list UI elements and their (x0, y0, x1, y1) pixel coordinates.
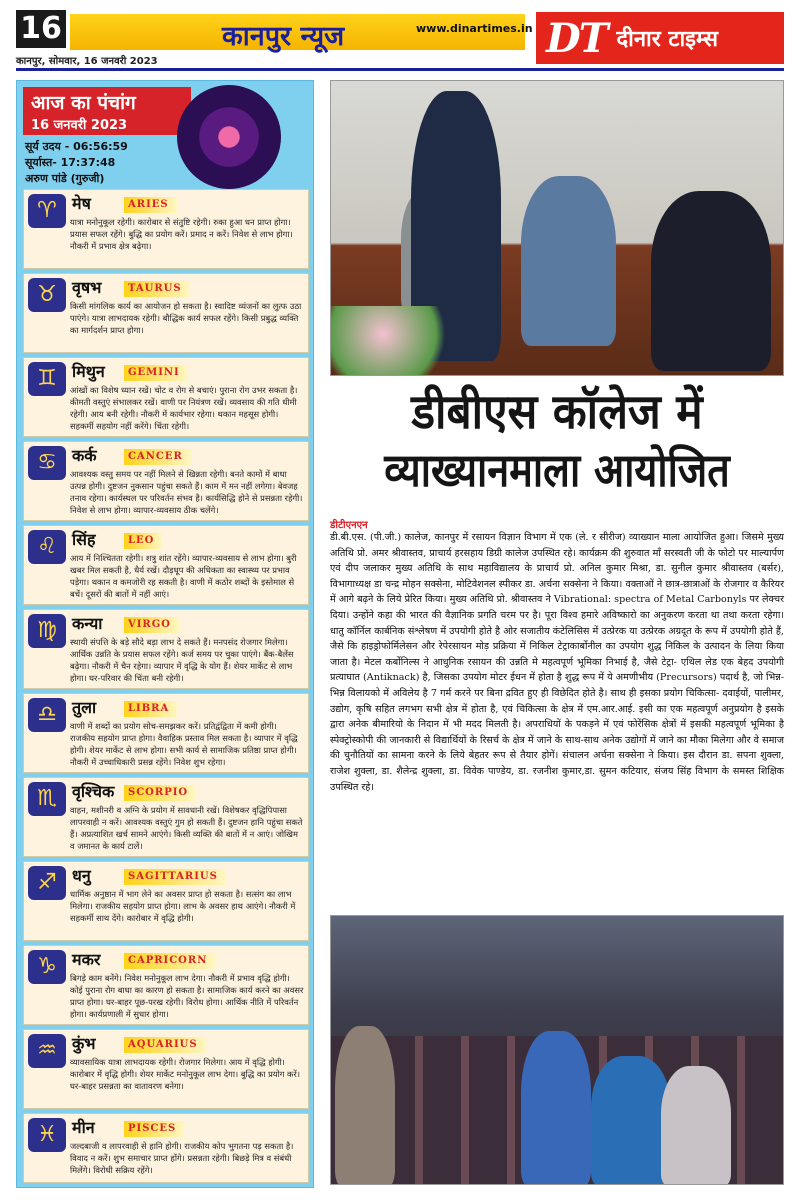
sign-prediction: धार्मिक अनुष्ठान में भाग लेने का अवसर प्राप्त हो सकता है। सत्संग का लाभ मिलेगा। राजकीय सहयोग प्राप्त होगा। लाभ के अवसर हाथ आएंगे। नौकरी में सहकर्मी साथ देंगे। कारोबार में वृद्धि होगी। (70, 889, 296, 923)
horoscope-libra (23, 693, 309, 773)
sign-prediction: जल्दबाजी व लापरवाही से हानि होगी। राजकीय कोप भुगतना पड़ सकता है। विवाद न करें। शुभ समाचार प्राप्त होंगे। प्रसन्नता रहेगी। बिछड़े मित्र व संबंधी मिलेंगे। विरोधी सक्रिय रहेंगे। (70, 1141, 294, 1175)
flower-decoration (331, 306, 461, 376)
sign-name-english: VIRGO (124, 617, 179, 633)
cancer-icon: ♋ (28, 446, 66, 480)
article-body: डी.बी.एस. (पी.जी.) कालेज, कानपुर में रसायन विज्ञान विभाग में एक (ले. र सीरीज) व्याख्यान माला आयोजित हुआ। जिसमे मुख्य अतिथि प्रो. अमर श्रीवास्तव, प्राचार्य हरसहाय डिग्री कालेज उपस्थित रहे। कार्यक्रम की शुरुवात माँ सरस्वती जी के फोटो पर माल्यार्पण एवं दीप जलाकर मुख्य अतिथि के साथ महाविद्यालय के प्राचार्य प्रो. अनिल कुमार मिश्रा, डा. सुनील कुमार श्रीवास्तव (बर्सर), विभागाध्यक्ष डा चन्द्र मोहन सक्सेना, मोटिवेशनल स्पीकर डा. अर्चना सक्सेना ने किया। वक्ताओं ने छात्र-छात्राओं के रोजगार व कैरियर में आगे बढ़ने के लिये प्रेरित किया। मुख्य अतिथि प्रो. श्रीवास्तव ने Vibrational: spectra of Metal Carbonyls पर लेक्चर दिया। उन्होंने कहा की भारत की वैज्ञानिक प्रगति चरम पर है। पूरा विश्व हमारे अविष्कारो का अनुकरण करता था तथा करता रहेगा। धातु कॉर्निल कार्बनिक संश्लेषण में उपयोगी होते है ओर सजातीय कंटेलिसिस में उत्प्रेरक या उत्प्रेरक अग्रदूत के रूप में उपयोगी होते हैं, जैसे कि हाइड्रोफोर्मिलेसन और रेपेरसायन मोड़ प्रक्रिया में निकिल टेट्राकार्बोनील का उपयोग शुद्ध निकिल के उत्पादन के लिया किया जाता है। मेटल कर्बोनिल्स ने आधुनिक रसायन की उन्नति मे महत्वपूर्ण भूमिका निभाई है, जैसे टेट्रा- एथिल लेड एक बेहद उपयोगी प्रत्याघात (Antiknack) है, जिसका उपयोग मोटर ईधन में होता है शुद्ध रूप में ये अमणीभीय (Precursors) पदार्थ है, जो भिन्न-भिन्न विलायको में अविलेय है 7 गर्म करने पर बिना द्रवित हुए ही विछेदित होते है। साथ ही इसका प्रयोग चिकित्सा- दवाईयों, पालीमर, उद्योग, कृषि सहित लगभग सभी क्षेत्र में होता है, एवं चिकित्सा के क्षेत्र में एम.आर.आई. इसी का एक महत्वपूर्ण अनुप्रयोग है इसके द्वारा अनेक बीमारियो के निदान में भी मदद मिलती है। अपराधियों के पकड़ने में एवं फोरेंसिक क्षेत्रों में इसकी महत्वपूर्ण भूमिका है स्पेक्ट्रोस्कोपी की जानकारी से विद्यार्थियों के रिसर्च के क्षेत्र में जाने के साथ-साथ अनेक उद्योगों में जाने का मौका मिलेगा और वे समाज की चुनौतियों का सामना करने के लिये बेहतर रूप से तैयार होगें। संचालन अर्चना सक्सेना ने किया। इस दौरान डा. सपना शुक्ला, राजेश शुक्ला, डा. शैलेन्द्र शुक्ला, डा. विवेक पाण्डेय, डा. रजनीश कुमार,डा. सुमन कटियार, संजय सिंह विभाग के समस्त शिक्षिक उपस्थित रहे। (330, 532, 784, 793)
panchang-date: 16 जनवरी 2023 (31, 118, 128, 133)
panchang-header (23, 87, 191, 135)
horoscope-taurus (23, 273, 309, 353)
sign-prediction: आंखों का विशेष ध्यान रखें। चोट व रोग से बचाएं। पुराना रोग उभर सकता है। कीमती वस्तुएं संभालकर रखें। वाणी पर नियंत्रण रखें। व्यवसाय की गति धीमी रहेगी। आय बनी रहेगी। नौकरी में कार्यभार रहेगा। थकान महसूस होगी। सहकर्मी सहयोग नहीं करेंगे। चिंता रहेगी। (70, 385, 298, 431)
sign-name-hindi: धनु (72, 866, 91, 885)
sign-name-hindi: वृश्चिक (72, 782, 115, 801)
sign-name-english: LIBRA (124, 701, 177, 717)
sign-name-english: TAURUS (124, 281, 190, 297)
libra-icon: ♎ (28, 698, 66, 732)
sign-name-english: GEMINI (124, 365, 188, 381)
taurus-icon: ♉ (28, 278, 66, 312)
sign-name-english: SAGITTARIUS (124, 869, 226, 885)
sign-prediction: स्थायी संपत्ति के बड़े सौदे बड़ा लाभ दे सकते हैं। मनपसंद रोजगार मिलेगा। आर्थिक उन्नति के प्रयास सफल रहेंगे। कर्ज समय पर चुका पाएंगे। बैंक-बैलेंस बढ़ेगा। नौकरी में चैन रहेगा। व्यापार में वृद्धि के योग हैं। शेयर मार्केट से लाभ होगा। घर-परिवार की चिंता बनी रहेगी। (70, 637, 294, 683)
horoscope-cancer (23, 441, 309, 521)
sign-name-hindi: कर्क (72, 446, 97, 465)
panchang-title: आज का पंचांग (31, 92, 136, 114)
photo-person (521, 176, 616, 346)
horoscope-pisces (23, 1113, 309, 1183)
sign-name-hindi: मकर (72, 950, 101, 969)
section-title: कानपुर न्यूज (222, 21, 345, 52)
sign-prediction: किसी मांगलिक कार्य का आयोजन हो सकता है। स्वादिष्ट व्यंजनों का लुत्फ उठा पाएंगे। यात्रा लाभदायक रहेगी। बौद्धिक कार्य सफल रहेंगे। किसी प्रबुद्ध व्यक्ति का मार्गदर्शन प्राप्त होगा। (70, 301, 302, 335)
sign-prediction: वाणी में शब्दों का प्रयोग सोच-समझकर करें। प्रतिद्वंद्विता में कमी होगी। राजकीय सहयोग प्राप्त होगा। वैवाहिक प्रस्ताव मिल सकता है। व्यापार में वृद्धि होगी। शेयर मार्केट से लाभ होगा। सभी कार्य से सामाजिक प्रतिष्ठा प्राप्त होगी। नौकरी में उच्चाधिकारी प्रसन्न रहेंगे। निवेश शुभ रहेगा। (70, 721, 298, 767)
dateline: कानपुर, सोमवार, 16 जनवरी 2023 (16, 56, 158, 67)
horoscope-aries (23, 189, 309, 269)
sign-name-english: CAPRICORN (124, 953, 215, 969)
sagittarius-icon: ♐ (28, 866, 66, 900)
capricorn-icon: ♑ (28, 950, 66, 984)
sign-prediction: यात्रा मनोनुकूल रहेगी। कारोबार से संतुष्टि रहेगी। रुका हुआ धन प्राप्त होगा। प्रयास सफल रहेंगे। बुद्धि का प्रयोग करें। प्रमाद न करें। निवेश से लाभ होगा। नौकरी में प्रभाव क्षेत्र बढ़ेगा। (70, 217, 293, 251)
photo-person (521, 1031, 591, 1185)
speakers-photo (330, 80, 784, 376)
sign-name-hindi: सिंह (72, 530, 96, 549)
zodiac-wheel-icon (177, 85, 281, 189)
page-number: 16 (16, 10, 66, 48)
sunset-time: सूर्यास्त- 17:37:48 (25, 156, 116, 169)
sign-prediction: व्यावसायिक यात्रा लाभदायक रहेगी। रोजगार मिलेगा। आय में वृद्धि होगी। कारोबार में वृद्धि होगी। शेयर मार्केट मनोनुकूल लाभ देगा। बुद्धि का प्रयोग करें। घर-बाहर प्रसन्नता का वातावरण बनेगा। (70, 1057, 300, 1091)
sign-name-hindi: कुंभ (72, 1034, 96, 1053)
leo-icon: ♌ (28, 530, 66, 564)
sign-prediction: आवश्यक वस्तु समय पर नहीं मिलने से खिन्नता रहेगी। बनते कामों में बाधा उत्पन्न होगी। दुष्टजन नुकसान पहुंचा सकते हैं। काम में मन नहीं लगेगा। बेवजह तनाव रहेगा। कार्यस्थल पर परिवर्तन संभव है। कार्यसिद्धि होने से प्रसन्नता रहेगी। निवेश से लाभ होगा। व्यापार-व्यवसाय ठीक चलेंगे। (70, 469, 303, 515)
horoscope-sagittarius (23, 861, 309, 941)
headline-line-1: डीबीएस कॉलेज में (411, 384, 703, 440)
horoscope-gemini (23, 357, 309, 437)
horoscope-leo (23, 525, 309, 605)
sign-prediction: आय में निश्चितता रहेगी। शत्रु शांत रहेंगे। व्यापार-व्यवसाय से लाभ होगा। बुरी खबर मिल सकती है, धैर्य रखें। दौड़धूप की अधिकता का स्वास्थ्य पर प्रभाव पड़ेगा। थकान व कमजोरी रह सकती है। वाणी में कठोर शब्दों के इस्तेमाल से बचें। दूसरों की बातों में नहीं आएं। (70, 553, 297, 599)
sign-name-english: CANCER (124, 449, 191, 465)
website-link[interactable]: www.dinartimes.in (416, 22, 533, 35)
aquarius-icon: ♒ (28, 1034, 66, 1068)
sign-name-hindi: वृषभ (72, 278, 102, 297)
sunrise-time: सूर्य उदय - 06:56:59 (25, 140, 128, 153)
sign-name-hindi: मेष (72, 194, 91, 213)
sign-name-english: PISCES (124, 1121, 184, 1137)
sign-prediction: बिगड़े काम बनेंगे। निवेश मनोनुकूल लाभ देगा। नौकरी में प्रभाव वृद्धि होगी। कोई पुराना रोग बाधा का कारण हो सकता है। सामाजिक कार्य करने का अवसर प्राप्त होगा। घर-बाहर पूछ-परख रहेगी। विरोध होगा। आर्थिक नीति में परिवर्तन होगा। कार्यप्रणाली में सुधार होगा। (70, 973, 304, 1019)
virgo-icon: ♍ (28, 614, 66, 648)
sign-name-english: ARIES (124, 197, 177, 213)
sign-name-hindi: मीन (72, 1118, 95, 1137)
sign-prediction: वाहन, मशीनरी व अग्नि के प्रयोग में सावधानी रखें। विशेषकर वृद्धिपिपासा लापरवाही न करें। आवश्यक वस्तुएं गुम हो सकती हैं। दुष्टजन हानि पहुंचा सकते हैं। अप्रत्याशित खर्च सामने आएंगे। किसी व्यक्ति की बातों में न आएं। जोखिम व जमानत के कार्य टालें। (70, 805, 303, 851)
sign-name-english: AQUARIUS (124, 1037, 206, 1053)
audience-photo (330, 915, 784, 1185)
article-headline (330, 383, 784, 499)
headline-line-2: व्याख्यानमाला आयोजित (384, 443, 730, 497)
article-byline: डीटीएनएन (330, 520, 368, 531)
horoscope-virgo (23, 609, 309, 689)
logo-mark: DT (546, 14, 607, 62)
logo-text: दीनार टाइम्स (616, 27, 719, 52)
gemini-icon: ♊ (28, 362, 66, 396)
photo-person (335, 1026, 395, 1185)
newspaper-logo (536, 12, 784, 64)
masthead (0, 0, 800, 76)
sign-name-english: SCORPIO (124, 785, 196, 801)
pisces-icon: ♓ (28, 1118, 66, 1152)
sign-name-hindi: तुला (72, 698, 97, 717)
sign-name-english: LEO (124, 533, 162, 549)
header-rule (16, 68, 784, 71)
horoscope-scorpio (23, 777, 309, 857)
sign-name-hindi: मिथुन (72, 362, 105, 381)
photo-person (661, 1066, 731, 1185)
aries-icon: ♈ (28, 194, 66, 228)
photo-person (591, 1056, 671, 1185)
horoscope-capricorn (23, 945, 309, 1025)
photo-person (651, 191, 771, 371)
scorpio-icon: ♏ (28, 782, 66, 816)
horoscope-aquarius (23, 1029, 309, 1109)
panchang-sidebar (16, 80, 314, 1188)
astrologer-name: अरुण पांडे (गुरुजी) (25, 172, 105, 185)
sign-name-hindi: कन्या (72, 614, 103, 633)
